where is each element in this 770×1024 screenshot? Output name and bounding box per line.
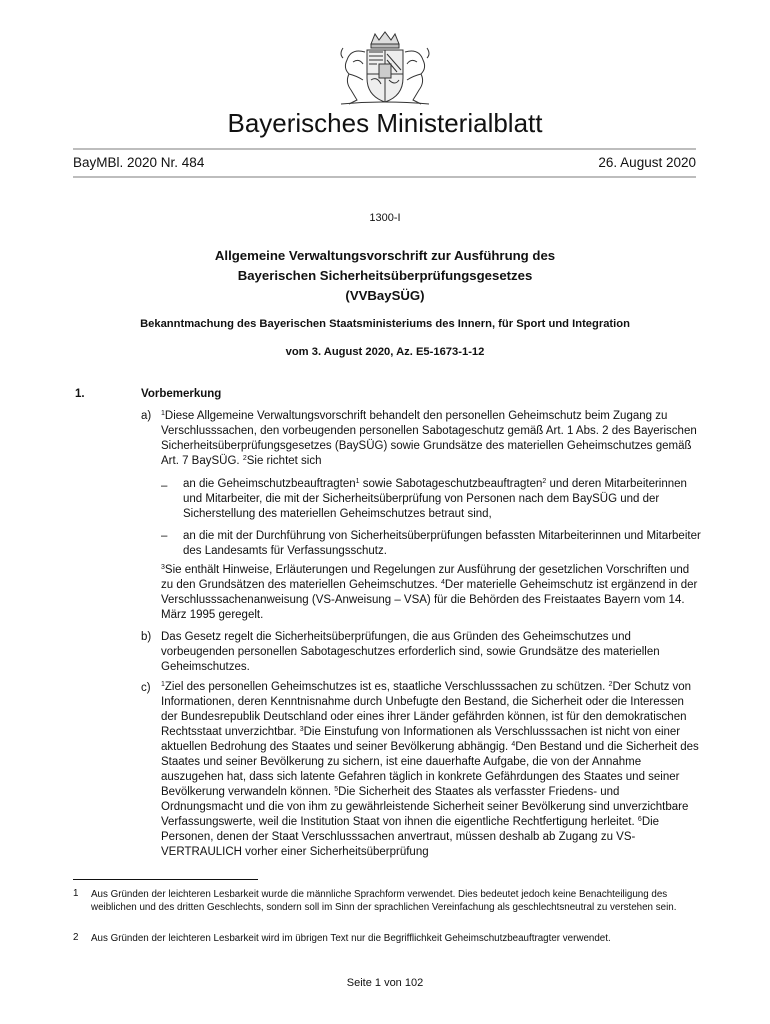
document-title-line2: Bayerischen Sicherheitsüberprüfungsgesetzes	[237, 268, 533, 283]
issue-date: 26. August 2020	[598, 155, 696, 170]
sentence-number: 4	[440, 579, 445, 586]
footnote-text: Aus Gründen der leichteren Lesbarkeit wird im übrigen Text nur die Begrifflichkeit Geheimschutzbeauftragter verwendet.	[91, 933, 611, 944]
sentence-text: Die Einstufung von Informationen als Verschlusssachen ist nicht von einer aktuellen Bedrohung des Staates und seiner Bevölkerung abhängig.	[161, 726, 681, 753]
item-b-label: b)	[141, 631, 152, 643]
footnote-separator	[73, 879, 258, 880]
list-item-text: sowie Sabotageschutzbeauftragten	[359, 478, 543, 490]
list-item	[183, 477, 701, 522]
footnote-number: 1	[73, 888, 79, 899]
sentence-text: Der materielle Geheimschutz ist ergänzend in der Verschlusssachenanweisung (VS-Anweisung – VSA) für die Behörden des Freistaates Bayern vom 14. März 1995 geregelt.	[161, 579, 698, 621]
sentence-number: 2	[608, 681, 613, 688]
bavarian-coat-of-arms-icon	[329, 30, 441, 108]
footnote-number: 2	[73, 932, 79, 943]
sentence-number: 6	[637, 816, 642, 823]
sentence-number: 3	[161, 564, 165, 571]
sentence-number: 4	[511, 741, 516, 748]
dash-bullet: –	[161, 480, 168, 492]
bekanntmachung-line: Bekanntmachung des Bayerischen Staatsministeriums des Innern, für Sport und Integration	[140, 318, 630, 330]
sentence-number: 2	[242, 455, 247, 462]
document-title-line1: Allgemeine Verwaltungsvorschrift zur Ausführung des	[214, 248, 556, 263]
sentence-text: Den Bestand und die Sicherheit des Staates und seiner Bevölkerung zu sichern, ist eine dauerhafte Aufgabe, die von der Annahme auszugehen hat, dass sich latente Gefahren täglich in konkrete Gefährdungen des Staates und seiner Bevölkerung verwandeln können.	[161, 741, 699, 798]
sentence-text: Sie richtet sich	[246, 455, 322, 467]
page-number: Seite 1 von 102	[346, 977, 424, 989]
publication-title: Bayerisches Ministerialblatt	[227, 108, 543, 138]
list-item-text: an die Geheimschutzbeauftragten	[183, 478, 356, 490]
sentence-number: 3	[299, 726, 304, 733]
section-number: 1.	[75, 388, 85, 400]
list-item-text: und deren Mitarbeiterinnen und Mitarbeiter, die mit der Sicherheitsüberprüfung von Personen nach dem BaySÜG und der Sicherstellung des materiellen Geheimschutzes betraut sind,	[183, 478, 687, 520]
date-reference-line: vom 3. August 2020, Az. E5-1673-1-12	[285, 346, 485, 358]
item-b-paragraph: Das Gesetz regelt die Sicherheitsüberprüfungen, die aus Gründen des Geheimschutzes und vorbeugenden personellen Sabotageschutzes erforderlich sind, sowie Grundsätze des materiellen Geheimschutzes.	[161, 631, 660, 673]
item-a-label: a)	[141, 410, 152, 422]
sentence-number: 1	[161, 681, 165, 688]
sentence-text: Der Schutz von Informationen, deren Kenntnisnahme durch Unbefugte den Bestand, die Sicherheit oder die Interessen der Bundesrepublik Deutschland oder eines ihrer Länder gefährden können, ist für den demokratischen Rechtsstaat unverzichtbar.	[161, 681, 692, 738]
document-title-line3: (VVBaySÜG)	[345, 288, 425, 303]
sentence-number: 5	[334, 786, 339, 793]
header-rule-bottom	[73, 176, 696, 178]
sentence-text: Die Personen, denen der Staat Verschlusssachen anvertraut, müssen deshalb ab Zugang zu VS-VERTRAULICH vorher einer Sicherheitsüberprüfung	[161, 816, 660, 858]
item-c-label: c)	[141, 682, 151, 694]
sentence-text: Sie enthält Hinweise, Erläuterungen und Regelungen zur Ausführung der gesetzlichen Vorschriften und zu den Grundsätzen des materiellen Geheimschutzes.	[161, 564, 690, 591]
section-title: Vorbemerkung	[141, 388, 222, 400]
gliederungsnummer: 1300-I	[369, 212, 401, 224]
sentence-text: Diese Allgemeine Verwaltungsvorschrift behandelt den personellen Geheimschutz beim Zugang zu Verschlusssachen, den vorbeugenden personellen Sabotageschutz gemäß Art. 1 Abs. 2 des Bayerischen Sicherheitsüberprüfungsgesetzes (BaySÜG) sowie Grundsätze des materiellen Geheimschutzes gemäß Art. 7 BaySÜG.	[161, 410, 697, 467]
sentence-text: Die Sicherheit des Staates als verfasster Friedens- und Ordnungsmacht und die von ihm zu gewährleistende Sicherheit seiner Bevölkerung sind unverzichtbare Verfassungswerte, weil die Institution Staat von ihnen die eigentliche Rechtfertigung herleitet.	[161, 786, 689, 828]
footnote-ref[interactable]: 2	[542, 478, 547, 485]
footnote-ref[interactable]: 1	[355, 478, 360, 485]
header-rule-top	[73, 148, 696, 150]
item-a-paragraph-continued	[161, 563, 701, 623]
document-title	[0, 246, 770, 306]
list-item: an die mit der Durchführung von Sicherheitsüberprüfungen befassten Mitarbeiterinnen und Mitarbeiter des Landesamts für Verfassungsschutz.	[183, 530, 701, 557]
dash-bullet: –	[161, 530, 168, 542]
sentence-text: Ziel des personellen Geheimschutzes ist es, staatliche Verschlusssachen zu schützen.	[164, 681, 609, 693]
item-c-paragraph	[161, 680, 701, 860]
item-a-paragraph	[161, 409, 701, 469]
issue-number: BayMBl. 2020 Nr. 484	[73, 155, 205, 170]
sentence-number: 1	[161, 410, 165, 417]
footnote-text: Aus Gründen der leichteren Lesbarkeit wurde die männliche Sprachform verwendet. Dies bedeutet jedoch keine Benachteiligung des weiblichen und des dritten Geschlechts, sondern soll im Sinn der sprachlichen Vereinfachung als geschlechtsneutral zu verstehen sein.	[91, 889, 677, 913]
